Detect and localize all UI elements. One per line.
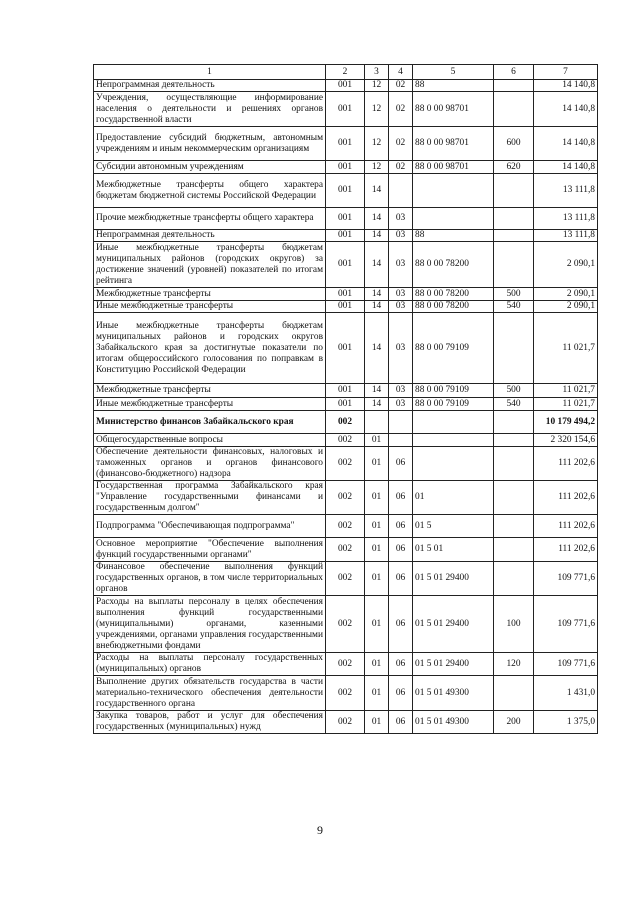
cell-csr: 01 5 01 29400: [413, 653, 494, 676]
cell-csr: [413, 434, 494, 447]
cell-vr: 100: [494, 596, 534, 653]
cell-vr: [494, 515, 534, 538]
cell-sum: 111 202,6: [534, 481, 598, 515]
column-header: 4: [389, 65, 413, 80]
cell-vr: [494, 313, 534, 384]
table-row: [94, 711, 598, 734]
cell-name: Подпрограмма "Обеспечивающая подпрограмма": [94, 515, 326, 538]
cell-vr: 600: [494, 127, 534, 161]
cell-ved: 001: [326, 127, 365, 161]
cell-csr: 88 0 00 78200: [413, 242, 494, 288]
cell-vr: [494, 230, 534, 242]
cell-ved: 002: [326, 653, 365, 676]
cell-csr: 88 0 00 79109: [413, 313, 494, 384]
cell-rz: 14: [365, 313, 389, 384]
table-row: [94, 384, 598, 398]
cell-csr: [413, 447, 494, 481]
table-body: [94, 65, 598, 734]
cell-name: Обеспечение деятельности финансовых, налоговых и таможенных органов и органов финансового (финансово-бюджетного) надзора: [94, 447, 326, 481]
cell-ved: 001: [326, 242, 365, 288]
cell-rz: 12: [365, 161, 389, 174]
cell-csr: 01 5 01: [413, 538, 494, 562]
cell-rz: 01: [365, 562, 389, 596]
cell-ved: 001: [326, 161, 365, 174]
cell-rz: 01: [365, 596, 389, 653]
cell-name: Расходы на выплаты персоналу государственных (муниципальных) органов: [94, 653, 326, 676]
cell-rz: 01: [365, 538, 389, 562]
cell-rz: 01: [365, 676, 389, 711]
cell-name: Министерство финансов Забайкальского края: [94, 411, 326, 434]
cell-pr: 03: [389, 230, 413, 242]
cell-ved: 001: [326, 384, 365, 398]
table-row: [94, 174, 598, 208]
cell-sum: 11 021,7: [534, 384, 598, 398]
cell-csr: 88: [413, 230, 494, 242]
cell-csr: [413, 208, 494, 230]
cell-name: Основное мероприятие "Обеспечение выполнения функций государственными органами": [94, 538, 326, 562]
cell-csr: 88 0 00 78200: [413, 288, 494, 301]
cell-rz: 14: [365, 230, 389, 242]
cell-csr: 88 0 00 98701: [413, 161, 494, 174]
cell-rz: 14: [365, 174, 389, 208]
cell-ved: 001: [326, 174, 365, 208]
cell-pr: 06: [389, 515, 413, 538]
cell-csr: 88 0 00 98701: [413, 92, 494, 127]
table-row: [94, 434, 598, 447]
table-row: [94, 288, 598, 301]
cell-pr: 03: [389, 288, 413, 301]
cell-name: Иные межбюджетные трансферты: [94, 398, 326, 411]
cell-sum: 2 090,1: [534, 242, 598, 288]
table-row: [94, 411, 598, 434]
cell-vr: 200: [494, 711, 534, 734]
table-row: [94, 481, 598, 515]
cell-pr: [389, 434, 413, 447]
cell-sum: 111 202,6: [534, 515, 598, 538]
cell-sum: 109 771,6: [534, 596, 598, 653]
cell-vr: [494, 481, 534, 515]
cell-rz: 14: [365, 398, 389, 411]
cell-ved: 002: [326, 676, 365, 711]
table-row: [94, 313, 598, 384]
cell-ved: 002: [326, 711, 365, 734]
cell-vr: [494, 242, 534, 288]
cell-rz: 12: [365, 127, 389, 161]
cell-vr: 120: [494, 653, 534, 676]
cell-sum: 14 140,8: [534, 80, 598, 92]
cell-pr: 06: [389, 653, 413, 676]
cell-pr: [389, 411, 413, 434]
cell-rz: 01: [365, 711, 389, 734]
table-row: [94, 242, 598, 288]
cell-vr: 540: [494, 398, 534, 411]
table-row: [94, 596, 598, 653]
cell-vr: [494, 92, 534, 127]
cell-ved: 002: [326, 434, 365, 447]
cell-rz: 01: [365, 447, 389, 481]
cell-pr: 06: [389, 676, 413, 711]
cell-name: Закупка товаров, работ и услуг для обеспечения государственных (муниципальных) нужд: [94, 711, 326, 734]
cell-pr: 02: [389, 127, 413, 161]
cell-pr: 06: [389, 481, 413, 515]
cell-csr: 01 5 01 49300: [413, 711, 494, 734]
cell-sum: 13 111,8: [534, 174, 598, 208]
cell-ved: 001: [326, 208, 365, 230]
cell-pr: 06: [389, 562, 413, 596]
cell-ved: 001: [326, 230, 365, 242]
cell-pr: 06: [389, 447, 413, 481]
table-row: [94, 208, 598, 230]
cell-vr: [494, 562, 534, 596]
page-number: 9: [317, 823, 323, 837]
cell-name: Выполнение других обязательств государства в части материально-технического обеспечения деятельности государственного органа: [94, 676, 326, 711]
column-header: 3: [365, 65, 389, 80]
cell-rz: 01: [365, 653, 389, 676]
cell-name: Межбюджетные трансферты: [94, 384, 326, 398]
cell-sum: 14 140,8: [534, 127, 598, 161]
cell-name: Иные межбюджетные трансферты бюджетам муниципальных районов (городских округов) за достижение значений (уровней) показателей по итогам рейтинга: [94, 242, 326, 288]
column-header: 7: [534, 65, 598, 80]
table-row: [94, 161, 598, 174]
cell-name: Межбюджетные трансферты: [94, 288, 326, 301]
cell-vr: [494, 538, 534, 562]
cell-rz: 01: [365, 515, 389, 538]
cell-vr: [494, 208, 534, 230]
cell-csr: 01: [413, 481, 494, 515]
cell-csr: 01 5: [413, 515, 494, 538]
table-row: [94, 538, 598, 562]
cell-sum: 111 202,6: [534, 447, 598, 481]
cell-name: Предоставление субсидий бюджетным, автономным учреждениям и иным некоммерческим организациям: [94, 127, 326, 161]
table-row: [94, 80, 598, 92]
cell-name: Субсидии автономным учреждениям: [94, 161, 326, 174]
cell-vr: 500: [494, 384, 534, 398]
column-header: 2: [326, 65, 365, 80]
cell-name: Общегосударственные вопросы: [94, 434, 326, 447]
table-row: [94, 230, 598, 242]
cell-sum: 109 771,6: [534, 562, 598, 596]
cell-name: Учреждения, осуществляющие информирование населения о деятельности и решениях органов государственной власти: [94, 92, 326, 127]
cell-pr: 06: [389, 711, 413, 734]
cell-sum: 13 111,8: [534, 208, 598, 230]
cell-name: Прочие межбюджетные трансферты общего характера: [94, 208, 326, 230]
cell-pr: [389, 174, 413, 208]
column-header: 1: [94, 65, 326, 80]
cell-name: Непрограммная деятельность: [94, 230, 326, 242]
cell-name: Государственная программа Забайкальского края "Управление государственными финансами и государственным долгом": [94, 481, 326, 515]
cell-csr: [413, 411, 494, 434]
cell-pr: 06: [389, 596, 413, 653]
table-row: [94, 562, 598, 596]
cell-ved: 001: [326, 313, 365, 384]
cell-rz: 14: [365, 208, 389, 230]
cell-pr: 03: [389, 313, 413, 384]
cell-pr: 03: [389, 208, 413, 230]
table-row: [94, 515, 598, 538]
cell-rz: 12: [365, 92, 389, 127]
cell-ved: 001: [326, 80, 365, 92]
table-row: [94, 398, 598, 411]
cell-rz: 12: [365, 80, 389, 92]
cell-sum: 10 179 494,2: [534, 411, 598, 434]
cell-sum: 109 771,6: [534, 653, 598, 676]
cell-vr: 620: [494, 161, 534, 174]
cell-sum: 1 431,0: [534, 676, 598, 711]
cell-rz: 14: [365, 242, 389, 288]
table-row: [94, 447, 598, 481]
cell-vr: [494, 174, 534, 208]
cell-name: Непрограммная деятельность: [94, 80, 326, 92]
cell-rz: 14: [365, 384, 389, 398]
cell-name: Межбюджетные трансферты общего характера бюджетам бюджетной системы Российской Федерации: [94, 174, 326, 208]
cell-ved: 001: [326, 288, 365, 301]
cell-rz: [365, 411, 389, 434]
cell-csr: 88 0 00 78200: [413, 301, 494, 313]
table-header-row: [94, 65, 598, 80]
cell-name: Иные межбюджетные трансферты: [94, 301, 326, 313]
cell-pr: 03: [389, 398, 413, 411]
cell-name: Расходы на выплаты персоналу в целях обеспечения выполнения функций государственными (муниципальными) органами, казенными учреждениями, органами управления государственными внебюджетными фондами: [94, 596, 326, 653]
cell-sum: 13 111,8: [534, 230, 598, 242]
cell-pr: 03: [389, 301, 413, 313]
cell-ved: 002: [326, 538, 365, 562]
cell-pr: 02: [389, 80, 413, 92]
cell-sum: 14 140,8: [534, 161, 598, 174]
cell-ved: 002: [326, 481, 365, 515]
cell-sum: 11 021,7: [534, 313, 598, 384]
cell-ved: 002: [326, 411, 365, 434]
cell-pr: 06: [389, 538, 413, 562]
cell-csr: 88 0 00 79109: [413, 384, 494, 398]
cell-csr: 01 5 01 29400: [413, 596, 494, 653]
cell-vr: [494, 447, 534, 481]
cell-csr: 88: [413, 80, 494, 92]
cell-csr: 88 0 00 79109: [413, 398, 494, 411]
cell-sum: 2 090,1: [534, 301, 598, 313]
table-row: [94, 653, 598, 676]
column-header: 6: [494, 65, 534, 80]
cell-ved: 001: [326, 398, 365, 411]
cell-ved: 002: [326, 515, 365, 538]
cell-rz: 01: [365, 434, 389, 447]
cell-csr: 88 0 00 98701: [413, 127, 494, 161]
table-row: [94, 301, 598, 313]
cell-ved: 001: [326, 92, 365, 127]
cell-sum: 14 140,8: [534, 92, 598, 127]
cell-csr: [413, 174, 494, 208]
cell-sum: 1 375,0: [534, 711, 598, 734]
cell-name: Иные межбюджетные трансферты бюджетам муниципальных районов и городских округов Забайкальского края за достигнутые показатели по итогам общероссийского голосования по поправкам в Конституцию Российской Федерации: [94, 313, 326, 384]
column-header: 5: [413, 65, 494, 80]
cell-pr: 02: [389, 92, 413, 127]
cell-sum: 2 320 154,6: [534, 434, 598, 447]
cell-sum: 2 090,1: [534, 288, 598, 301]
cell-vr: [494, 80, 534, 92]
cell-vr: 540: [494, 301, 534, 313]
cell-csr: 01 5 01 49300: [413, 676, 494, 711]
cell-vr: [494, 676, 534, 711]
cell-vr: [494, 411, 534, 434]
budget-table: [93, 64, 598, 734]
cell-ved: 002: [326, 596, 365, 653]
cell-vr: 500: [494, 288, 534, 301]
cell-sum: 11 021,7: [534, 398, 598, 411]
cell-pr: 02: [389, 161, 413, 174]
cell-ved: 002: [326, 562, 365, 596]
cell-name: Финансовое обеспечение выполнения функций государственных органов, в том числе территориальных органов: [94, 562, 326, 596]
cell-ved: 002: [326, 447, 365, 481]
table-row: [94, 92, 598, 127]
cell-rz: 14: [365, 288, 389, 301]
cell-pr: 03: [389, 384, 413, 398]
cell-ved: 001: [326, 301, 365, 313]
cell-rz: 14: [365, 301, 389, 313]
cell-vr: [494, 434, 534, 447]
cell-sum: 111 202,6: [534, 538, 598, 562]
cell-rz: 01: [365, 481, 389, 515]
table-row: [94, 127, 598, 161]
cell-csr: 01 5 01 29400: [413, 562, 494, 596]
cell-pr: 03: [389, 242, 413, 288]
table-row: [94, 676, 598, 711]
